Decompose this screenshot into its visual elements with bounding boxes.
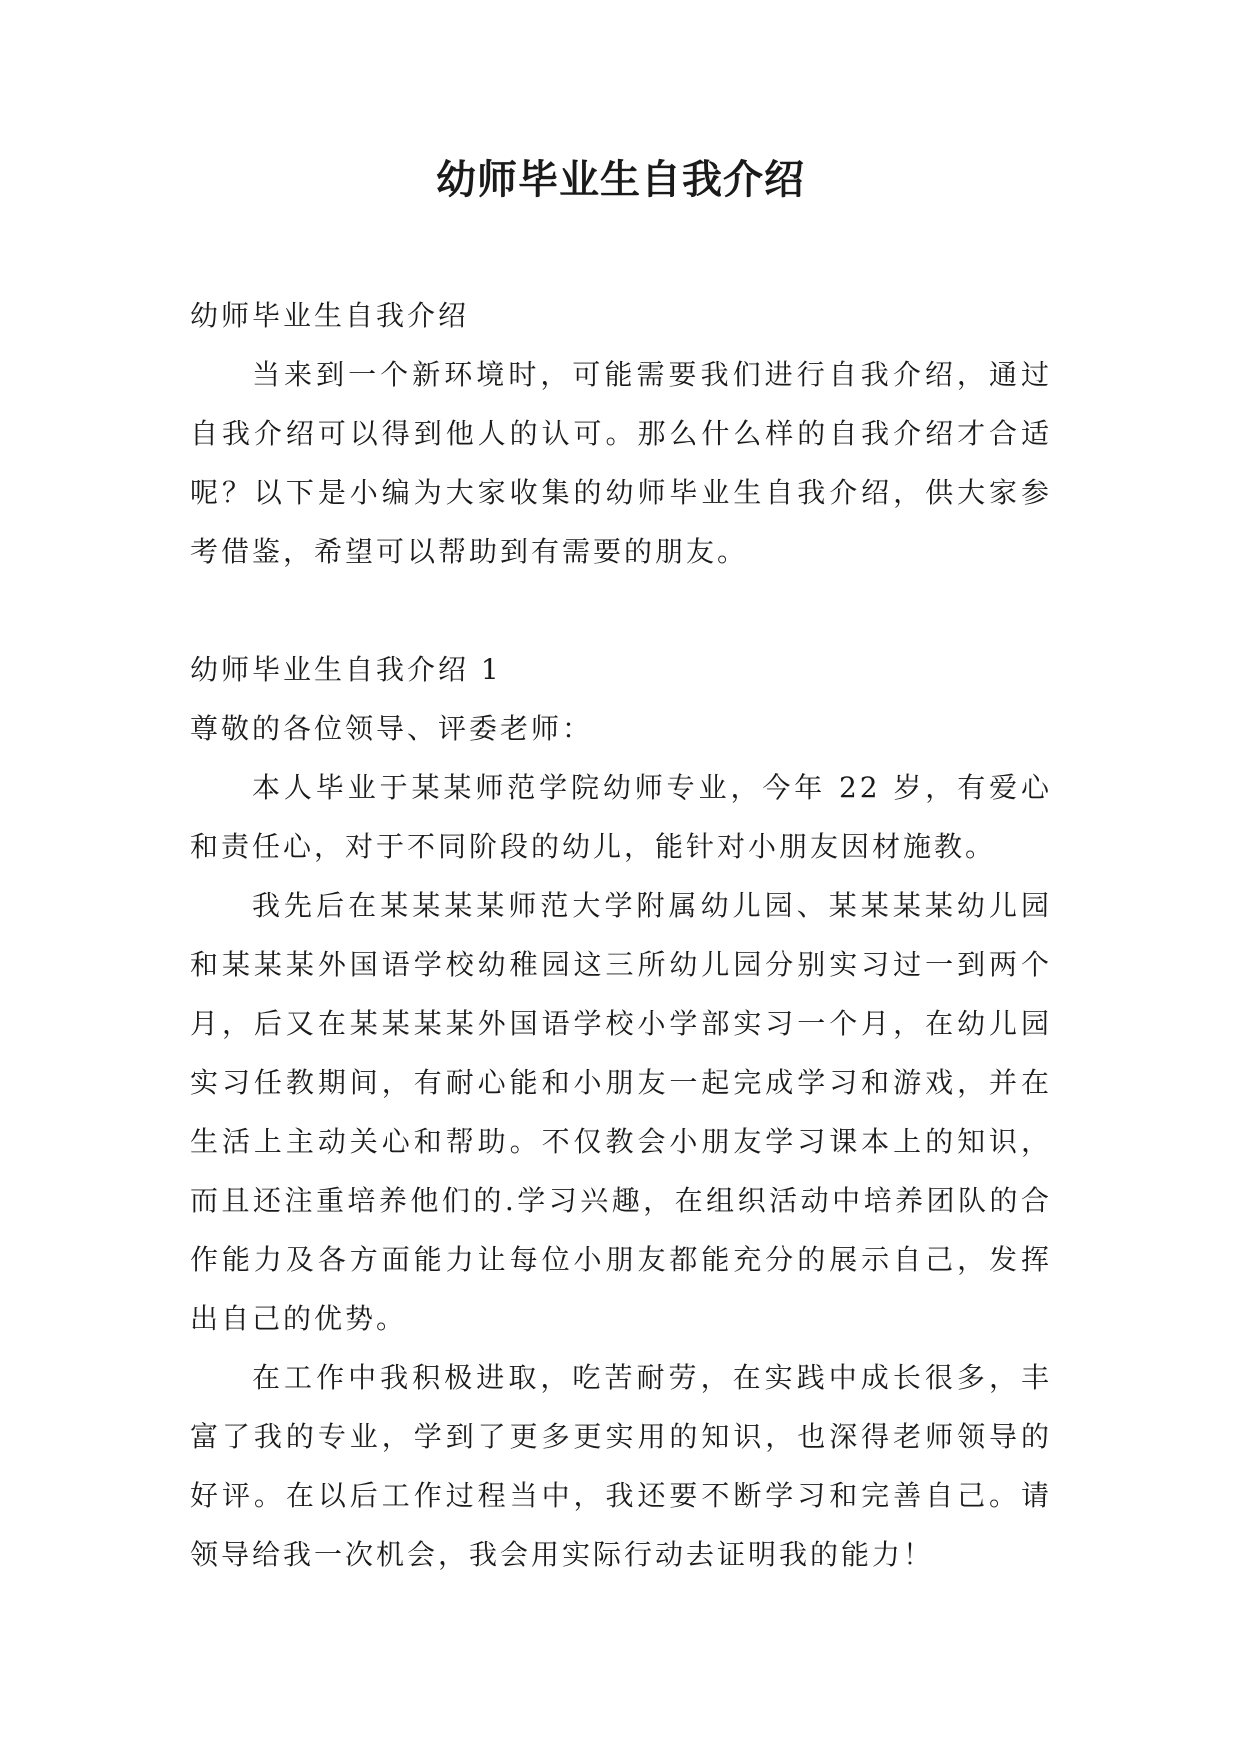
body-paragraph: 在工作中我积极进取，吃苦耐劳，在实践中成长很多，丰富了我的专业，学到了更多更实用的知识，也深得老师领导的好评。在以后工作过程当中，我还要不断学习和完善自己。请领导给我一次机会，我会用实际行动去证明我的能力！ (190, 1361, 1052, 1571)
paragraph-spacer (190, 581, 1052, 640)
intro-paragraph: 当来到一个新环境时，可能需要我们进行自我介绍，通过自我介绍可以得到他人的认可。那么什么样的自我介绍才合适呢？以下是小编为大家收集的幼师毕业生自我介绍，供大家参考借鉴，希望可以帮助到有需要的朋友。 (190, 358, 1052, 568)
body-paragraph: 我先后在某某某某师范大学附属幼儿园、某某某某幼儿园和某某某外国语学校幼稚园这三所幼儿园分别实习过一到两个月，后又在某某某某外国语学校小学部实习一个月，在幼儿园实习任教期间，有耐心能和小朋友一起完成学习和游戏，并在生活上主动关心和帮助。不仅教会小朋友学习课本上的知识，而且还注重培养他们的.学习兴趣，在组织活动中培养团队的合作能力及各方面能力让每位小朋友都能充分的展示自己，发挥出自己的优势。 (190, 889, 1052, 1335)
salutation: 尊敬的各位领导、评委老师： (190, 712, 594, 745)
body-paragraph: 本人毕业于某某师范学院幼师专业，今年 22 岁，有爱心和责任心，对于不同阶段的幼儿，能针对小朋友因材施教。 (190, 771, 1052, 863)
document-title: 幼师毕业生自我介绍 (436, 156, 805, 203)
section-heading-1: 幼师毕业生自我介绍 1 (190, 653, 502, 686)
section-heading: 幼师毕业生自我介绍 (190, 299, 470, 332)
document-body (190, 286, 1052, 1584)
